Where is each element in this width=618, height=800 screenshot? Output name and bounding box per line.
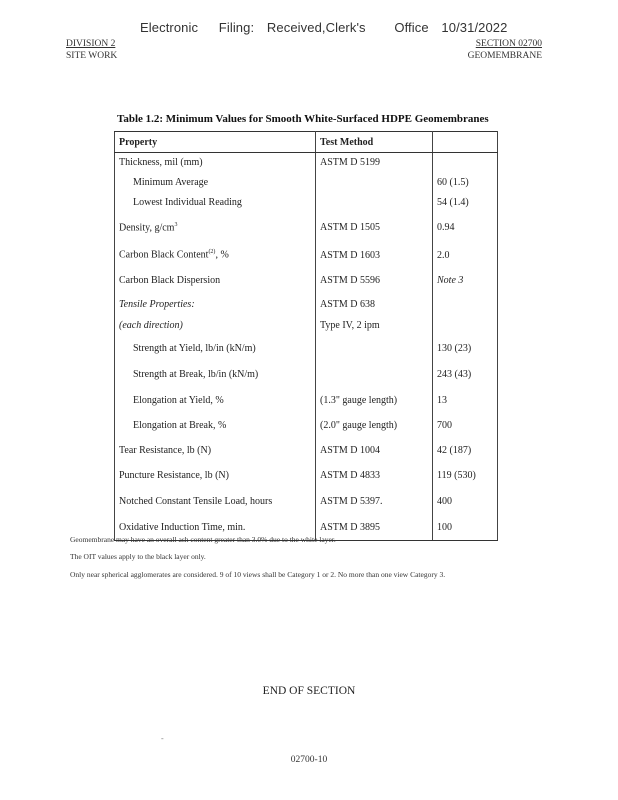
property-cell: Strength at Yield, lb/in (kN/m) [115, 336, 316, 362]
property-cell: Thickness, mil (mm) [115, 153, 316, 173]
property-cell [115, 243, 316, 268]
value-cell: 243 (43) [433, 362, 498, 388]
table-row [115, 213, 498, 243]
end-of-section: END OF SECTION [262, 685, 356, 697]
table-row [115, 388, 498, 413]
header-test-method: Test Method [316, 132, 433, 153]
value-cell: 400 [433, 489, 498, 515]
value-cell [433, 153, 498, 173]
property-text: Density, g/cm [119, 222, 175, 234]
header-right [468, 38, 542, 62]
method-cell [316, 173, 433, 193]
property-cell: Oxidative Induction Time, min. [115, 515, 316, 541]
value-cell: 54 (1.4) [433, 193, 498, 213]
method-cell: ASTM D 3895 [316, 515, 433, 541]
topic-label: GEOMEMBRANE [467, 51, 542, 61]
property-cell: (each direction) [115, 316, 316, 336]
property-cell: Elongation at Yield, % [115, 388, 316, 413]
property-cell: Minimum Average [115, 173, 316, 193]
property-cell: Lowest Individual Reading [115, 193, 316, 213]
table-row [115, 193, 498, 213]
superscript: 3 [174, 221, 178, 228]
superscript: (2) [208, 249, 216, 256]
property-unit: , % [215, 249, 229, 261]
value-cell [433, 294, 498, 316]
table-row [115, 268, 498, 294]
method-cell: ASTM D 5596 [316, 268, 433, 294]
table-row [115, 362, 498, 388]
property-cell: Strength at Break, lb/in (kN/m) [115, 362, 316, 388]
table-row [115, 243, 498, 268]
table-row [115, 173, 498, 193]
stamp-received: Received,Clerk's [266, 20, 366, 35]
method-cell: ASTM D 1505 [316, 213, 433, 243]
table-header-row [115, 132, 498, 153]
table-row [115, 489, 498, 515]
note-3: Only near spherical agglomerates are considered. 9 of 10 views shall be Category 1 or 2. No more than one view Category 3. [70, 570, 446, 579]
table-row [115, 316, 498, 336]
table-row [115, 463, 498, 489]
value-cell: 100 [433, 515, 498, 541]
method-cell: ASTM D 4833 [316, 463, 433, 489]
table-row [115, 294, 498, 316]
properties-table [114, 131, 498, 541]
division-label: DIVISION 2 [66, 39, 116, 49]
value-cell: Note 3 [433, 268, 498, 294]
property-cell [115, 213, 316, 243]
header-left [66, 38, 117, 62]
stamp-electronic: Electronic [140, 20, 199, 35]
method-cell: (1.3" gauge length) [316, 388, 433, 413]
property-text: Carbon Black Content [119, 249, 209, 261]
method-cell: ASTM D 5199 [316, 153, 433, 173]
property-cell: Notched Constant Tensile Load, hours [115, 489, 316, 515]
header-property: Property [115, 132, 316, 153]
value-cell: 60 (1.5) [433, 173, 498, 193]
stamp-filing: Filing: [218, 20, 255, 35]
table-row [115, 153, 498, 173]
value-cell: 119 (530) [433, 463, 498, 489]
method-cell: ASTM D 5397. [316, 489, 433, 515]
value-cell [433, 316, 498, 336]
value-cell: 2.0 [433, 243, 498, 268]
value-cell: 42 (187) [433, 438, 498, 463]
method-cell: (2.0" gauge length) [316, 413, 433, 438]
method-cell [316, 362, 433, 388]
filing-stamp [140, 20, 507, 35]
property-cell: Tensile Properties: [115, 294, 316, 316]
note-2: The OIT values apply to the black layer only. [70, 552, 206, 561]
value-cell: 130 (23) [433, 336, 498, 362]
table-caption: Table 1.2: Minimum Values for Smooth White-Surfaced HDPE Geomembranes [117, 113, 489, 125]
section-label: SECTION 02700 [475, 39, 542, 49]
value-cell: 0.94 [433, 213, 498, 243]
site-work-label: SITE WORK [66, 51, 118, 61]
property-cell: Tear Resistance, lb (N) [115, 438, 316, 463]
value-cell: 13 [433, 388, 498, 413]
table-row [115, 413, 498, 438]
method-cell [316, 336, 433, 362]
stamp-date: 10/31/2022 [441, 20, 508, 35]
property-cell: Carbon Black Dispersion [115, 268, 316, 294]
table-row [115, 438, 498, 463]
stamp-office: Office [394, 20, 429, 35]
page-number: 02700-10 [290, 755, 328, 765]
stray-mark: - [161, 734, 164, 743]
method-cell: ASTM D 1004 [316, 438, 433, 463]
note-1: Geomembrane may have an overall ash content greater than 3.0% due to the white layer. [70, 535, 336, 544]
header-value [433, 132, 498, 153]
method-cell: Type IV, 2 ipm [316, 316, 433, 336]
value-cell: 700 [433, 413, 498, 438]
method-cell [316, 193, 433, 213]
table-row [115, 336, 498, 362]
property-cell: Puncture Resistance, lb (N) [115, 463, 316, 489]
method-cell: ASTM D 638 [316, 294, 433, 316]
property-cell: Elongation at Break, % [115, 413, 316, 438]
method-cell: ASTM D 1603 [316, 243, 433, 268]
